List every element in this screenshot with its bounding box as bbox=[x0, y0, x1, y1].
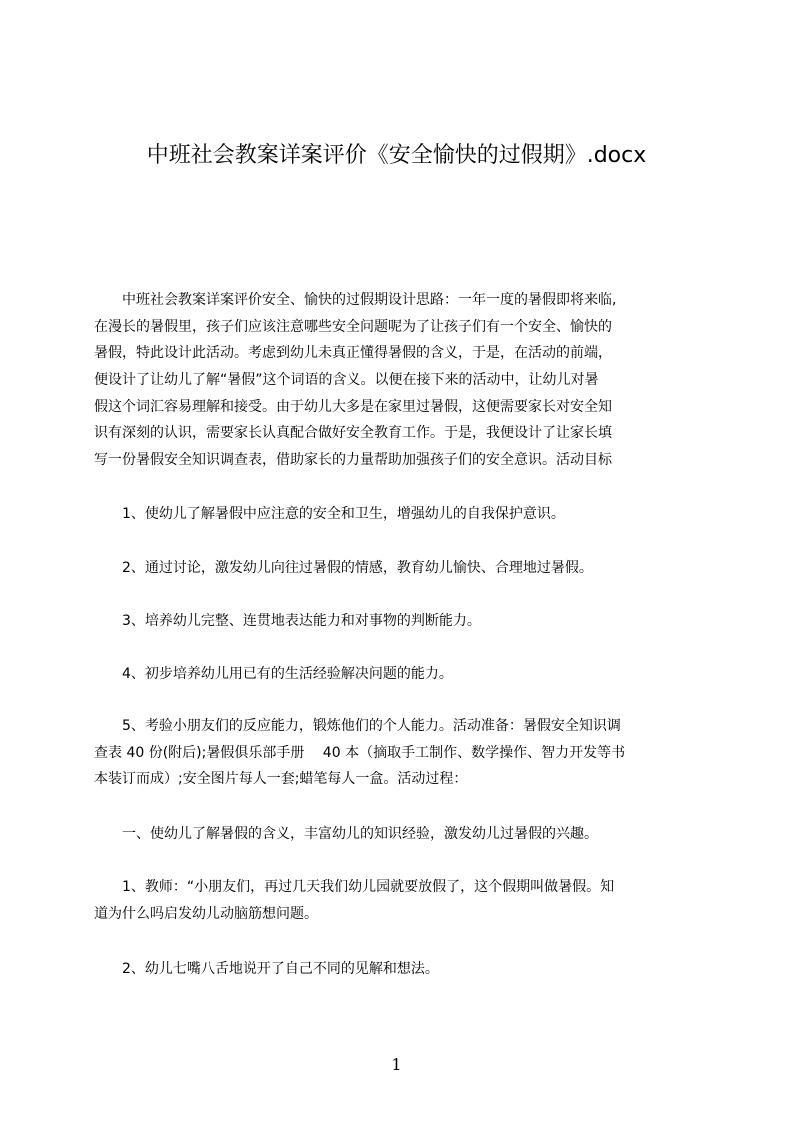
intro-line: 识有深刻的认识，需要家长认真配合做好安全教育工作。于是，我便设计了让家长填 bbox=[94, 425, 612, 442]
intro-line: 暑假，特此设计此活动。考虑到幼儿未真正懂得暑假的含义，于是，在活动的前端， bbox=[94, 345, 612, 362]
step-1-line: 1、教师：“小朋友们，再过几天我们幼儿园就要放假了，这个假期叫做暑假。知 bbox=[94, 879, 615, 895]
goal-5-paragraph bbox=[94, 713, 698, 793]
goal-4: 4、初步培养幼儿用已有的生活经验解决问题的能力。 bbox=[94, 666, 453, 682]
intro-line: 在漫长的暑假里，孩子们应该注意哪些安全问题呢为了让孩子们有一个安全、愉快的 bbox=[94, 318, 612, 335]
document-title: 中班社会教案详案评价《安全愉快的过假期》.docx bbox=[146, 143, 647, 168]
step-2: 2、幼儿七嘴八舌地说开了自己不同的见解和想法。 bbox=[94, 961, 439, 977]
intro-paragraph bbox=[94, 287, 698, 474]
section-1-heading: 一、使幼儿了解暑假的含义，丰富幼儿的知识经验，激发幼儿过暑假的兴趣。 bbox=[94, 826, 598, 842]
goal-2: 2、通过讨论，激发幼儿向往过暑假的情感，教育幼儿愉快、合理地过暑假。 bbox=[94, 560, 593, 576]
step-1-paragraph bbox=[94, 874, 698, 927]
intro-line: 中班社会教案详案评价安全、愉快的过假期设计思路：一年一度的暑假即将来临, bbox=[94, 292, 617, 308]
goal-5-line: 查表 40 份(附后);暑假俱乐部手册 40 本（摘取手工制作、数学操作、智力开发等书 bbox=[94, 744, 626, 761]
page-number: 1 bbox=[391, 1055, 402, 1074]
intro-line: 假这个词汇容易理解和接受。由于幼儿大多是在家里过暑假，这便需要家长对安全知 bbox=[94, 398, 612, 415]
goal-3: 3、培养幼儿完整、连贯地表达能力和对事物的判断能力。 bbox=[94, 613, 481, 629]
goal-5-line: 5、考验小朋友们的反应能力，锻炼他们的个人能力。活动准备：暑假安全知识调 bbox=[94, 718, 621, 734]
intro-line: 便设计了让幼儿了解“暑假”这个词语的含义。以便在接下来的活动中，让幼儿对暑 bbox=[94, 372, 599, 389]
intro-line: 写一份暑假安全知识调查表，借助家长的力量帮助加强孩子们的安全意识。活动目标 bbox=[94, 452, 612, 469]
step-1-line: 道为什么吗启发幼儿动脑筋想问题。 bbox=[94, 905, 318, 922]
goal-1: 1、使幼儿了解暑假中应注意的安全和卫生，增强幼儿的自我保护意识。 bbox=[94, 506, 565, 522]
goal-5-line: 本装订而成）;安全图片每人一套;蜡笔每人一盒。活动过程： bbox=[94, 771, 468, 788]
